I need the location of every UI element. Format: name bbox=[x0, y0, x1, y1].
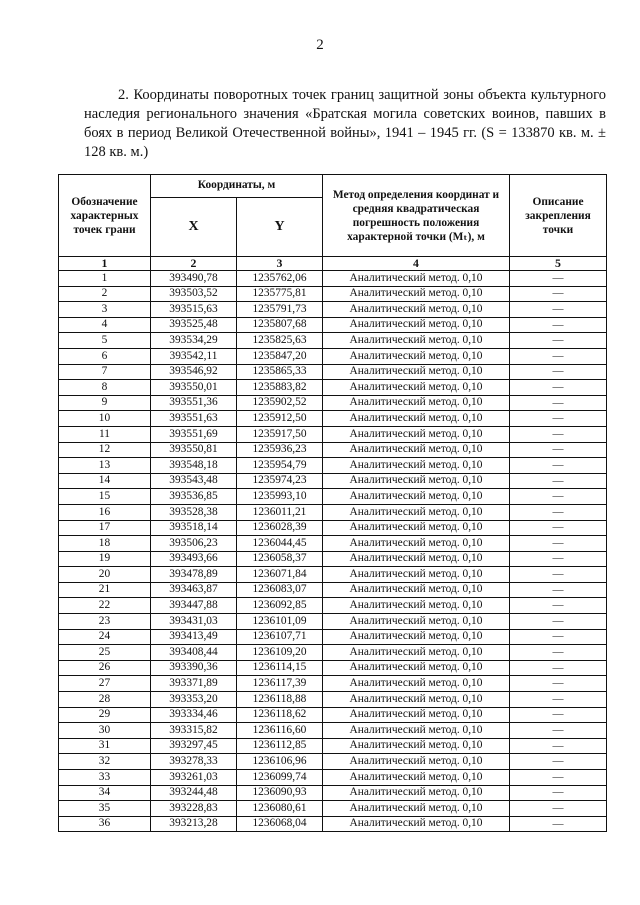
table-row bbox=[59, 551, 607, 567]
cell-x: 393536,85 bbox=[151, 489, 237, 505]
cell-description: — bbox=[510, 536, 607, 552]
cell-description: — bbox=[510, 271, 607, 287]
table-row bbox=[59, 754, 607, 770]
cell-y: 1236058,37 bbox=[237, 551, 323, 567]
cell-y: 1235883,82 bbox=[237, 380, 323, 396]
cell-method: Аналитический метод. 0,10 bbox=[323, 551, 510, 567]
table-row bbox=[59, 536, 607, 552]
cell-point: 22 bbox=[59, 598, 151, 614]
cell-x: 393413,49 bbox=[151, 629, 237, 645]
cell-point: 6 bbox=[59, 348, 151, 364]
column-number: 5 bbox=[510, 257, 607, 271]
cell-x: 393334,46 bbox=[151, 707, 237, 723]
cell-point: 27 bbox=[59, 676, 151, 692]
table-row bbox=[59, 286, 607, 302]
cell-point: 30 bbox=[59, 723, 151, 739]
column-number: 3 bbox=[237, 257, 323, 271]
cell-y: 1236106,96 bbox=[237, 754, 323, 770]
page-number: 2 bbox=[316, 37, 324, 53]
cell-point: 1 bbox=[59, 271, 151, 287]
cell-method: Аналитический метод. 0,10 bbox=[323, 317, 510, 333]
table-row bbox=[59, 801, 607, 817]
table-row bbox=[59, 582, 607, 598]
table-row bbox=[59, 348, 607, 364]
cell-description: — bbox=[510, 458, 607, 474]
heading-text: 2. Координаты поворотных точек границ защитной зоны объекта культурного наследия регионального значения «Братская могила советских воинов, павших в боях в период Великой Отечественной войны», 1941 – 1945 гг. (S = 133870 кв. м. ± 128 кв. м.) bbox=[84, 87, 606, 160]
cell-method: Аналитический метод. 0,10 bbox=[323, 676, 510, 692]
cell-method: Аналитический метод. 0,10 bbox=[323, 785, 510, 801]
cell-description: — bbox=[510, 676, 607, 692]
cell-description: — bbox=[510, 738, 607, 754]
cell-y: 1236080,61 bbox=[237, 801, 323, 817]
cell-x: 393278,33 bbox=[151, 754, 237, 770]
column-number: 4 bbox=[323, 257, 510, 271]
cell-point: 9 bbox=[59, 395, 151, 411]
cell-y: 1236090,93 bbox=[237, 785, 323, 801]
cell-y: 1236107,71 bbox=[237, 629, 323, 645]
cell-x: 393503,52 bbox=[151, 286, 237, 302]
cell-point: 24 bbox=[59, 629, 151, 645]
cell-x: 393490,78 bbox=[151, 271, 237, 287]
cell-y: 1236101,09 bbox=[237, 614, 323, 630]
cell-method: Аналитический метод. 0,10 bbox=[323, 380, 510, 396]
cell-method: Аналитический метод. 0,10 bbox=[323, 801, 510, 817]
coordinates-table bbox=[58, 174, 607, 832]
cell-y: 1236118,62 bbox=[237, 707, 323, 723]
table-row bbox=[59, 676, 607, 692]
cell-method: Аналитический метод. 0,10 bbox=[323, 426, 510, 442]
cell-x: 393525,48 bbox=[151, 317, 237, 333]
cell-description: — bbox=[510, 380, 607, 396]
cell-x: 393550,01 bbox=[151, 380, 237, 396]
table-row bbox=[59, 692, 607, 708]
cell-method: Аналитический метод. 0,10 bbox=[323, 816, 510, 832]
table-row bbox=[59, 645, 607, 661]
cell-method: Аналитический метод. 0,10 bbox=[323, 536, 510, 552]
table-row bbox=[59, 723, 607, 739]
cell-method: Аналитический метод. 0,10 bbox=[323, 271, 510, 287]
table-row bbox=[59, 738, 607, 754]
cell-x: 393431,03 bbox=[151, 614, 237, 630]
cell-x: 393408,44 bbox=[151, 645, 237, 661]
cell-method: Аналитический метод. 0,10 bbox=[323, 645, 510, 661]
cell-y: 1235807,68 bbox=[237, 317, 323, 333]
cell-y: 1236117,39 bbox=[237, 676, 323, 692]
table-row bbox=[59, 395, 607, 411]
table-row bbox=[59, 317, 607, 333]
cell-method: Аналитический метод. 0,10 bbox=[323, 333, 510, 349]
cell-description: — bbox=[510, 348, 607, 364]
cell-y: 1235775,81 bbox=[237, 286, 323, 302]
header-coordinates: Координаты, м bbox=[151, 175, 323, 198]
cell-point: 16 bbox=[59, 504, 151, 520]
cell-description: — bbox=[510, 426, 607, 442]
cell-y: 1236028,39 bbox=[237, 520, 323, 536]
cell-y: 1235847,20 bbox=[237, 348, 323, 364]
header-description: Описание закрепления точки bbox=[510, 175, 607, 257]
cell-method: Аналитический метод. 0,10 bbox=[323, 692, 510, 708]
cell-x: 393315,82 bbox=[151, 723, 237, 739]
cell-method: Аналитический метод. 0,10 bbox=[323, 582, 510, 598]
cell-description: — bbox=[510, 770, 607, 786]
cell-y: 1236071,84 bbox=[237, 567, 323, 583]
table-row bbox=[59, 426, 607, 442]
cell-x: 393528,38 bbox=[151, 504, 237, 520]
cell-point: 25 bbox=[59, 645, 151, 661]
cell-description: — bbox=[510, 816, 607, 832]
cell-description: — bbox=[510, 411, 607, 427]
cell-description: — bbox=[510, 489, 607, 505]
column-number: 1 bbox=[59, 257, 151, 271]
cell-x: 393493,66 bbox=[151, 551, 237, 567]
cell-method: Аналитический метод. 0,10 bbox=[323, 660, 510, 676]
cell-point: 32 bbox=[59, 754, 151, 770]
section-heading bbox=[84, 86, 606, 162]
cell-point: 3 bbox=[59, 302, 151, 318]
cell-y: 1235912,50 bbox=[237, 411, 323, 427]
cell-description: — bbox=[510, 629, 607, 645]
table-row bbox=[59, 816, 607, 832]
cell-method: Аналитический метод. 0,10 bbox=[323, 723, 510, 739]
header-x: X bbox=[151, 198, 237, 257]
cell-x: 393518,14 bbox=[151, 520, 237, 536]
cell-y: 1235762,06 bbox=[237, 271, 323, 287]
table-row bbox=[59, 442, 607, 458]
table-body bbox=[59, 271, 607, 832]
table-row bbox=[59, 567, 607, 583]
cell-description: — bbox=[510, 785, 607, 801]
cell-method: Аналитический метод. 0,10 bbox=[323, 520, 510, 536]
table-row bbox=[59, 598, 607, 614]
cell-point: 10 bbox=[59, 411, 151, 427]
cell-method: Аналитический метод. 0,10 bbox=[323, 504, 510, 520]
cell-method: Аналитический метод. 0,10 bbox=[323, 395, 510, 411]
table-row bbox=[59, 302, 607, 318]
table-row bbox=[59, 489, 607, 505]
table-row bbox=[59, 614, 607, 630]
cell-method: Аналитический метод. 0,10 bbox=[323, 473, 510, 489]
cell-description: — bbox=[510, 473, 607, 489]
table-row bbox=[59, 271, 607, 287]
cell-y: 1235936,23 bbox=[237, 442, 323, 458]
cell-y: 1236099,74 bbox=[237, 770, 323, 786]
cell-description: — bbox=[510, 520, 607, 536]
cell-point: 20 bbox=[59, 567, 151, 583]
cell-y: 1236118,88 bbox=[237, 692, 323, 708]
cell-x: 393550,81 bbox=[151, 442, 237, 458]
cell-y: 1236092,85 bbox=[237, 598, 323, 614]
cell-description: — bbox=[510, 645, 607, 661]
cell-point: 15 bbox=[59, 489, 151, 505]
cell-point: 28 bbox=[59, 692, 151, 708]
cell-y: 1235917,50 bbox=[237, 426, 323, 442]
cell-x: 393390,36 bbox=[151, 660, 237, 676]
cell-x: 393543,48 bbox=[151, 473, 237, 489]
cell-description: — bbox=[510, 364, 607, 380]
cell-description: — bbox=[510, 660, 607, 676]
cell-description: — bbox=[510, 614, 607, 630]
cell-x: 393478,89 bbox=[151, 567, 237, 583]
cell-x: 393447,88 bbox=[151, 598, 237, 614]
cell-description: — bbox=[510, 442, 607, 458]
table-row bbox=[59, 380, 607, 396]
table-row bbox=[59, 707, 607, 723]
cell-method: Аналитический метод. 0,10 bbox=[323, 629, 510, 645]
cell-point: 18 bbox=[59, 536, 151, 552]
table-row bbox=[59, 473, 607, 489]
cell-description: — bbox=[510, 723, 607, 739]
cell-x: 393551,63 bbox=[151, 411, 237, 427]
cell-y: 1235954,79 bbox=[237, 458, 323, 474]
cell-x: 393297,45 bbox=[151, 738, 237, 754]
cell-description: — bbox=[510, 582, 607, 598]
cell-method: Аналитический метод. 0,10 bbox=[323, 707, 510, 723]
cell-description: — bbox=[510, 333, 607, 349]
cell-method: Аналитический метод. 0,10 bbox=[323, 286, 510, 302]
cell-point: 2 bbox=[59, 286, 151, 302]
cell-point: 34 bbox=[59, 785, 151, 801]
cell-y: 1235825,63 bbox=[237, 333, 323, 349]
cell-point: 7 bbox=[59, 364, 151, 380]
cell-method: Аналитический метод. 0,10 bbox=[323, 302, 510, 318]
cell-x: 393546,92 bbox=[151, 364, 237, 380]
header-y: Y bbox=[237, 198, 323, 257]
header-point: Обозначение характерных точек грани bbox=[59, 175, 151, 257]
table-row bbox=[59, 629, 607, 645]
cell-x: 393261,03 bbox=[151, 770, 237, 786]
cell-method: Аналитический метод. 0,10 bbox=[323, 348, 510, 364]
cell-point: 13 bbox=[59, 458, 151, 474]
cell-method: Аналитический метод. 0,10 bbox=[323, 458, 510, 474]
cell-point: 19 bbox=[59, 551, 151, 567]
cell-method: Аналитический метод. 0,10 bbox=[323, 567, 510, 583]
cell-method: Аналитический метод. 0,10 bbox=[323, 770, 510, 786]
cell-point: 36 bbox=[59, 816, 151, 832]
cell-x: 393371,89 bbox=[151, 676, 237, 692]
cell-x: 393515,63 bbox=[151, 302, 237, 318]
cell-description: — bbox=[510, 286, 607, 302]
cell-x: 393228,83 bbox=[151, 801, 237, 817]
cell-method: Аналитический метод. 0,10 bbox=[323, 754, 510, 770]
cell-y: 1235993,10 bbox=[237, 489, 323, 505]
cell-y: 1235902,52 bbox=[237, 395, 323, 411]
cell-description: — bbox=[510, 692, 607, 708]
cell-description: — bbox=[510, 551, 607, 567]
cell-point: 26 bbox=[59, 660, 151, 676]
cell-y: 1236083,07 bbox=[237, 582, 323, 598]
cell-y: 1235865,33 bbox=[237, 364, 323, 380]
cell-method: Аналитический метод. 0,10 bbox=[323, 614, 510, 630]
cell-point: 14 bbox=[59, 473, 151, 489]
cell-x: 393213,28 bbox=[151, 816, 237, 832]
cell-point: 12 bbox=[59, 442, 151, 458]
cell-y: 1236068,04 bbox=[237, 816, 323, 832]
cell-point: 29 bbox=[59, 707, 151, 723]
cell-x: 393551,36 bbox=[151, 395, 237, 411]
table-row bbox=[59, 504, 607, 520]
cell-point: 31 bbox=[59, 738, 151, 754]
table-row bbox=[59, 660, 607, 676]
cell-y: 1236116,60 bbox=[237, 723, 323, 739]
cell-x: 393463,87 bbox=[151, 582, 237, 598]
cell-point: 33 bbox=[59, 770, 151, 786]
cell-point: 23 bbox=[59, 614, 151, 630]
cell-method: Аналитический метод. 0,10 bbox=[323, 364, 510, 380]
cell-method: Аналитический метод. 0,10 bbox=[323, 411, 510, 427]
cell-x: 393551,69 bbox=[151, 426, 237, 442]
cell-y: 1235791,73 bbox=[237, 302, 323, 318]
cell-method: Аналитический метод. 0,10 bbox=[323, 489, 510, 505]
cell-method: Аналитический метод. 0,10 bbox=[323, 598, 510, 614]
cell-point: 5 bbox=[59, 333, 151, 349]
cell-description: — bbox=[510, 707, 607, 723]
cell-point: 8 bbox=[59, 380, 151, 396]
table-row bbox=[59, 364, 607, 380]
cell-point: 35 bbox=[59, 801, 151, 817]
cell-y: 1236112,85 bbox=[237, 738, 323, 754]
cell-x: 393542,11 bbox=[151, 348, 237, 364]
cell-x: 393244,48 bbox=[151, 785, 237, 801]
cell-point: 17 bbox=[59, 520, 151, 536]
cell-description: — bbox=[510, 504, 607, 520]
column-number: 2 bbox=[151, 257, 237, 271]
cell-description: — bbox=[510, 598, 607, 614]
cell-description: — bbox=[510, 754, 607, 770]
cell-description: — bbox=[510, 302, 607, 318]
cell-x: 393353,20 bbox=[151, 692, 237, 708]
cell-description: — bbox=[510, 395, 607, 411]
cell-x: 393548,18 bbox=[151, 458, 237, 474]
cell-method: Аналитический метод. 0,10 bbox=[323, 442, 510, 458]
cell-y: 1236109,20 bbox=[237, 645, 323, 661]
cell-description: — bbox=[510, 801, 607, 817]
header-method: Метод определения координат и средняя квадратическая погрешность положения характерной точки (Mₜ), м bbox=[323, 175, 510, 257]
cell-point: 4 bbox=[59, 317, 151, 333]
cell-y: 1236044,45 bbox=[237, 536, 323, 552]
table-row bbox=[59, 458, 607, 474]
cell-point: 21 bbox=[59, 582, 151, 598]
cell-y: 1236011,21 bbox=[237, 504, 323, 520]
cell-description: — bbox=[510, 567, 607, 583]
table-row bbox=[59, 520, 607, 536]
cell-y: 1235974,23 bbox=[237, 473, 323, 489]
cell-method: Аналитический метод. 0,10 bbox=[323, 738, 510, 754]
cell-y: 1236114,15 bbox=[237, 660, 323, 676]
table-row bbox=[59, 411, 607, 427]
cell-x: 393506,23 bbox=[151, 536, 237, 552]
cell-description: — bbox=[510, 317, 607, 333]
table-row bbox=[59, 770, 607, 786]
cell-point: 11 bbox=[59, 426, 151, 442]
table-row bbox=[59, 333, 607, 349]
table-row bbox=[59, 785, 607, 801]
cell-x: 393534,29 bbox=[151, 333, 237, 349]
